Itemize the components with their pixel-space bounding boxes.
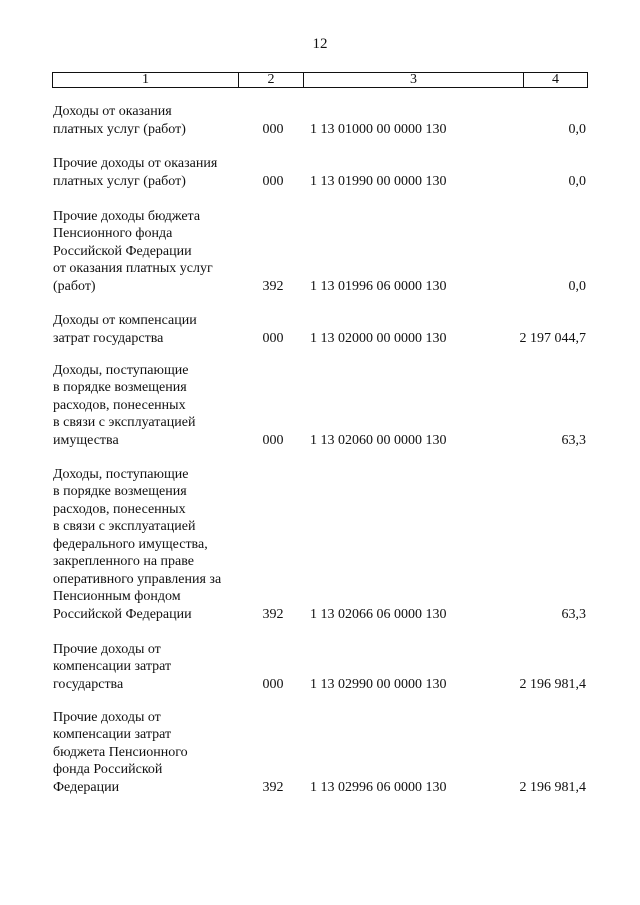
row-name xyxy=(53,362,253,450)
row-admin-code: 000 xyxy=(262,676,284,692)
row-name-line: платных услуг (работ) xyxy=(53,173,186,189)
table-row xyxy=(0,103,640,138)
table-row xyxy=(0,362,640,450)
row-name-line: оперативного управления за xyxy=(53,571,222,587)
row-name-line: в связи с эксплуатацией xyxy=(53,415,196,430)
table-row xyxy=(0,466,640,624)
row-name-line: Прочие доходы бюджета xyxy=(53,208,201,224)
row-budget-code: 1 13 02060 00 0000 130 xyxy=(310,432,447,448)
row-name-line: расходов, понесенных xyxy=(53,501,186,517)
row-name-line: затрат государства xyxy=(53,330,164,346)
row-name-line: Доходы, поступающие xyxy=(53,466,189,482)
row-name-line: бюджета Пенсионного xyxy=(53,744,188,760)
row-name-line: (работ) xyxy=(53,278,96,294)
row-admin-code: 000 xyxy=(262,121,284,137)
row-name xyxy=(53,103,253,138)
page-number: 12 xyxy=(312,36,328,52)
row-name-line: имущества xyxy=(53,432,119,448)
row-budget-code: 1 13 01990 00 0000 130 xyxy=(310,173,447,189)
row-admin-code: 000 xyxy=(262,173,284,189)
row-name-line: государства xyxy=(53,676,124,692)
table-row xyxy=(0,312,640,347)
row-amount: 0,0 xyxy=(568,121,586,137)
row-name-line: Доходы от оказания xyxy=(53,104,172,119)
row-name-line: Прочие доходы от оказания xyxy=(53,156,218,171)
row-amount: 63,3 xyxy=(561,606,586,622)
row-name-line: Пенсионного фонда xyxy=(53,226,173,241)
row-budget-code: 1 13 02066 06 0000 130 xyxy=(310,606,447,622)
table-row xyxy=(0,208,640,296)
header-col-1: 1 xyxy=(142,72,149,87)
row-name-line: Российской Федерации xyxy=(53,606,192,622)
table-row xyxy=(0,709,640,797)
row-name-line: Федерации xyxy=(53,779,120,795)
row-name-line: федерального имущества, xyxy=(53,536,208,552)
row-admin-code: 392 xyxy=(262,278,284,294)
row-name xyxy=(53,466,253,624)
row-name-line: Прочие доходы от xyxy=(53,709,161,725)
row-amount: 2 197 044,7 xyxy=(519,330,586,346)
row-budget-code: 1 13 01000 00 0000 130 xyxy=(310,121,447,137)
row-admin-code: 000 xyxy=(262,330,284,346)
header-col-2: 2 xyxy=(238,73,303,87)
table-row xyxy=(0,155,640,190)
row-name xyxy=(53,155,253,190)
row-name-line: от оказания платных услуг xyxy=(53,261,213,276)
row-name xyxy=(53,208,253,296)
row-budget-code: 1 13 02990 00 0000 130 xyxy=(310,676,447,692)
row-name-line: Российской Федерации xyxy=(53,243,192,259)
row-name-line: фонда Российской xyxy=(53,762,163,777)
table-row xyxy=(0,641,640,694)
row-name-line: Доходы, поступающие xyxy=(53,362,189,378)
row-name-line: компенсации затрат xyxy=(53,659,172,674)
row-name-line: в порядке возмещения xyxy=(53,380,187,395)
row-budget-code: 1 13 02000 00 0000 130 xyxy=(310,330,447,346)
row-name-line: компенсации затрат xyxy=(53,727,172,742)
row-admin-code: 392 xyxy=(262,606,284,622)
row-amount: 0,0 xyxy=(568,173,586,189)
row-amount: 0,0 xyxy=(568,278,586,294)
row-budget-code: 1 13 01996 06 0000 130 xyxy=(310,278,447,294)
header-col-3: 3 xyxy=(303,73,523,87)
row-name-line: закрепленного на праве xyxy=(53,554,194,569)
row-name-line: расходов, понесенных xyxy=(53,397,186,413)
row-name-line: Доходы от компенсации xyxy=(53,313,197,328)
row-name-line: Пенсионным фондом xyxy=(53,589,181,604)
row-amount: 2 196 981,4 xyxy=(519,676,586,692)
row-name xyxy=(53,312,253,347)
row-name-line: платных услуг (работ) xyxy=(53,121,186,137)
row-name-line: в связи с эксплуатацией xyxy=(53,519,196,534)
row-admin-code: 392 xyxy=(262,779,284,795)
table-header xyxy=(52,72,588,88)
row-budget-code: 1 13 02996 06 0000 130 xyxy=(310,779,447,795)
row-admin-code: 000 xyxy=(262,432,284,448)
row-name-line: в порядке возмещения xyxy=(53,484,187,499)
row-amount: 63,3 xyxy=(561,432,586,448)
row-name-line: Прочие доходы от xyxy=(53,641,161,657)
row-name xyxy=(53,709,253,797)
row-name xyxy=(53,641,253,694)
row-amount: 2 196 981,4 xyxy=(519,779,586,795)
header-col-4: 4 xyxy=(523,73,587,87)
